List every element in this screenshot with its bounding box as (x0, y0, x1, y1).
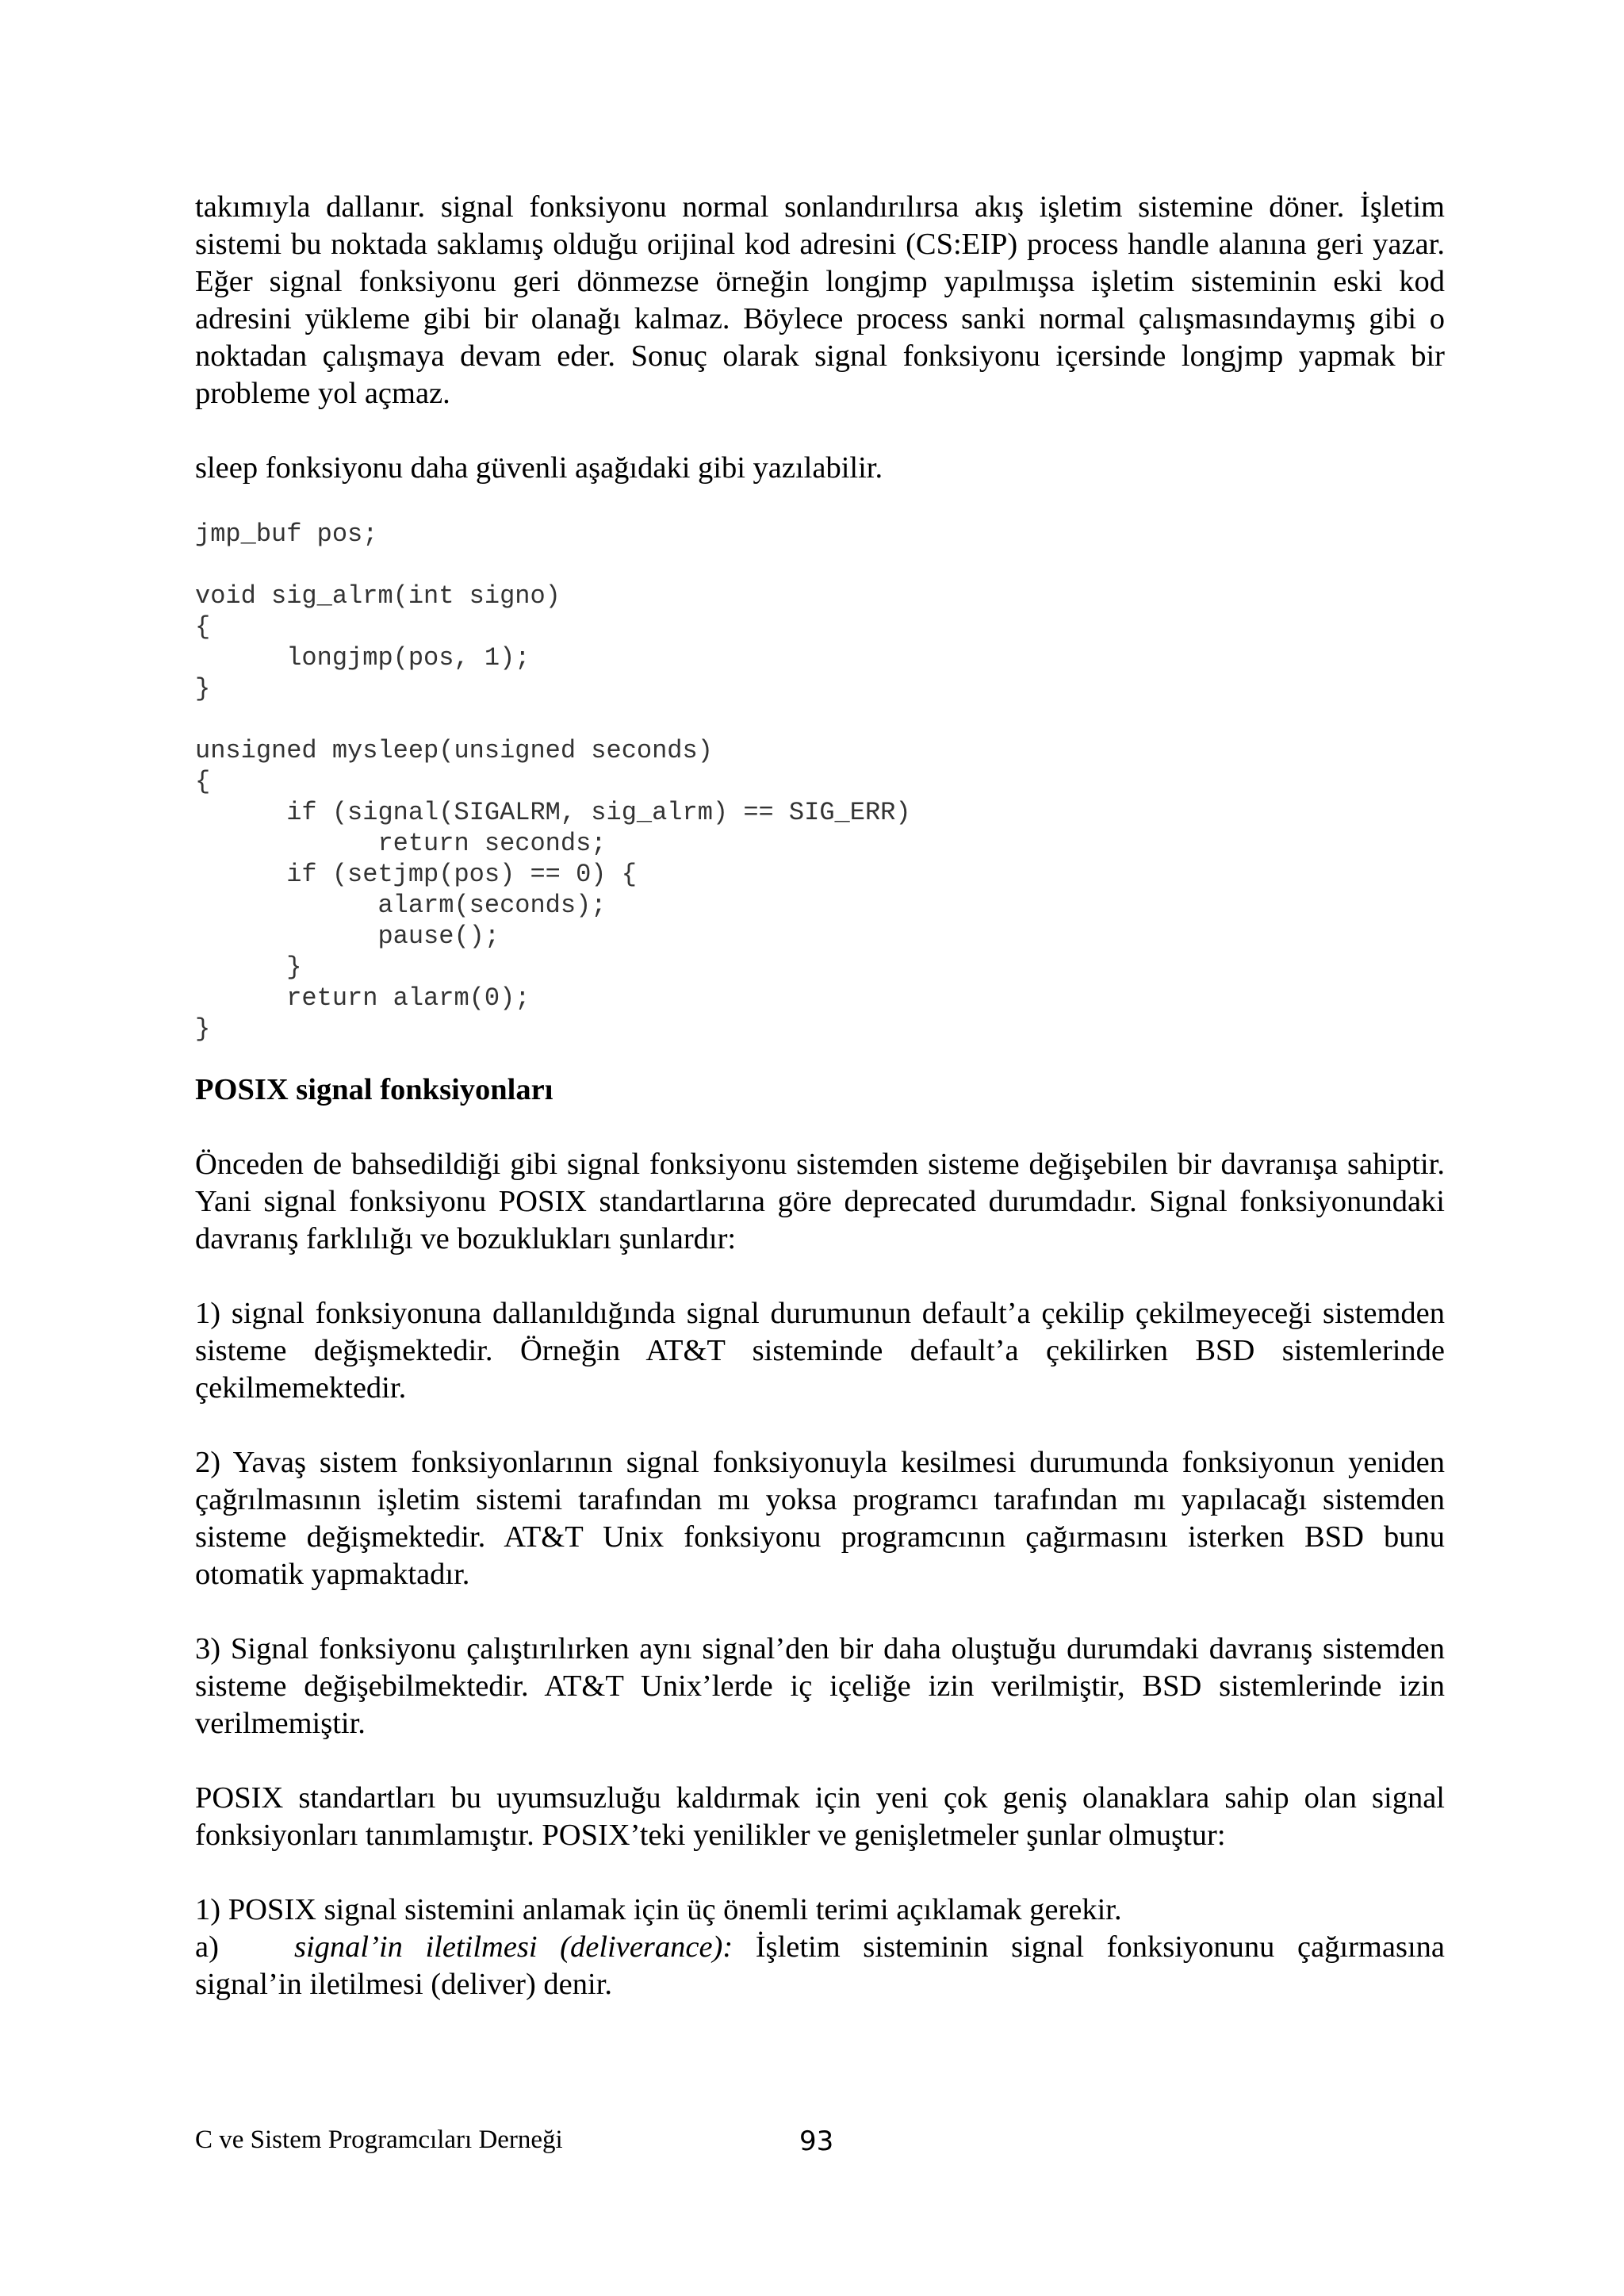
paragraph-posix-standards: POSIX standartları bu uyumsuzluğu kaldırmak için yeni çok geniş olanaklara sahip olan signal fonksiyonları tanımlamıştır. POSIX’teki yenilikler ve genişletmeler şunlar olmuştur: (195, 1781, 1445, 1852)
code-line: return seconds; (195, 829, 607, 858)
list-item-3: 3) Signal fonksiyonu çalıştırılırken aynı signal’den bir daha oluştuğu durumdaki davranış sistemden sisteme değişebilmektedir. AT&T Unix’lerde iç içeliğe izin verilmiştir, BSD sistemlerinde izin verilmemiştir. (195, 1632, 1445, 1740)
paragraph-posix-intro: Önceden de bahsedildiği gibi signal fonksiyonu sistemden sisteme değişebilen bir davranışa sahiptir. Yani signal fonksiyonu POSIX standartlarına göre deprecated durumdadır. Signal fonksiyonundaki davranış farklılığı ve bozuklukları şunlardır: (195, 1148, 1445, 1255)
code-line: void sig_alrm(int signo) (195, 581, 561, 611)
code-line: jmp_buf pos; (195, 519, 378, 549)
code-line (195, 550, 1445, 581)
code-line: } (195, 674, 211, 703)
page-number: 93 (799, 2125, 834, 2157)
sub-item-a-text: İşletim sisteminin signal fonksiyonunu çağırmasına signal’in iletilmesi (deliver) denir. (195, 1930, 1445, 2001)
code-line: } (195, 1014, 211, 1044)
code-line: pause(); (195, 922, 500, 951)
code-line: unsigned mysleep(unsigned seconds) (195, 736, 713, 765)
paragraph-intro: takımıyla dallanır. signal fonksiyonu normal sonlandırılırsa akış işletim sistemine döner. İşletim sistemi bu noktada saklamış olduğu orijinal kod adresini (CS:EIP) process handle alanına geri yazar. Eğer signal fonksiyonu geri dönmezse örneğin longjmp yapılmışsa işletim sisteminin eski kod adresini yükleme gibi bir olanağı kalmaz. Böylece process sanki normal çalışmasındaymış gibi o noktadan çalışmaya devam eder. Sonuç olarak signal fonksiyonu içersinde longjmp yapmak bir probleme yol açmaz. (195, 190, 1445, 410)
section-heading: POSIX signal fonksiyonları (195, 1073, 553, 1106)
code-line: longjmp(pos, 1); (195, 643, 530, 673)
code-line: } (195, 953, 302, 982)
sub-item-a-term: signal’in iletilmesi (deliverance): (294, 1930, 733, 1964)
code-line: { (195, 612, 211, 642)
list-item-terms: 1) POSIX signal sistemini anlamak için üç önemli terimi açıklamak gerekir. (195, 1893, 1122, 1926)
code-line (195, 704, 1445, 735)
list-item-2: 2) Yavaş sistem fonksiyonlarının signal fonksiyonuyla kesilmesi durumunda fonksiyonun yeniden çağrılmasının işletim sistemi tarafından mı yoksa programcı tarafından mı yapılacağı sistemden sisteme değişmektedir. AT&T Unix fonksiyonu programcının çağırmasını isterken BSD bunu otomatik yapmaktadır. (195, 1446, 1445, 1591)
document-page (195, 189, 1445, 2003)
code-line: if (setjmp(pos) == 0) { (195, 860, 637, 889)
code-line: if (signal(SIGALRM, sig_alrm) == SIG_ERR) (195, 798, 911, 827)
footer-organization: C ve Sistem Programcıları Derneği (195, 2125, 563, 2154)
code-line: return alarm(0); (195, 983, 530, 1013)
code-line: alarm(seconds); (195, 891, 607, 920)
code-line: { (195, 767, 211, 796)
page-footer (195, 2125, 1445, 2165)
sub-item-a-label: a) (195, 1930, 219, 1964)
paragraph-sleep: sleep fonksiyonu daha güvenli aşağıdaki gibi yazılabilir. (195, 451, 883, 485)
list-item-1: 1) signal fonksiyonuna dallanıldığında signal durumunun default’a çekilip çekilmeyeceği sistemden sisteme değişmektedir. Örneğin AT&T sisteminde default’a çekilirken BSD sistemlerinde çekilmemektedir. (195, 1297, 1445, 1405)
sub-item-a (195, 1929, 1445, 2003)
code-block (195, 519, 1445, 1045)
